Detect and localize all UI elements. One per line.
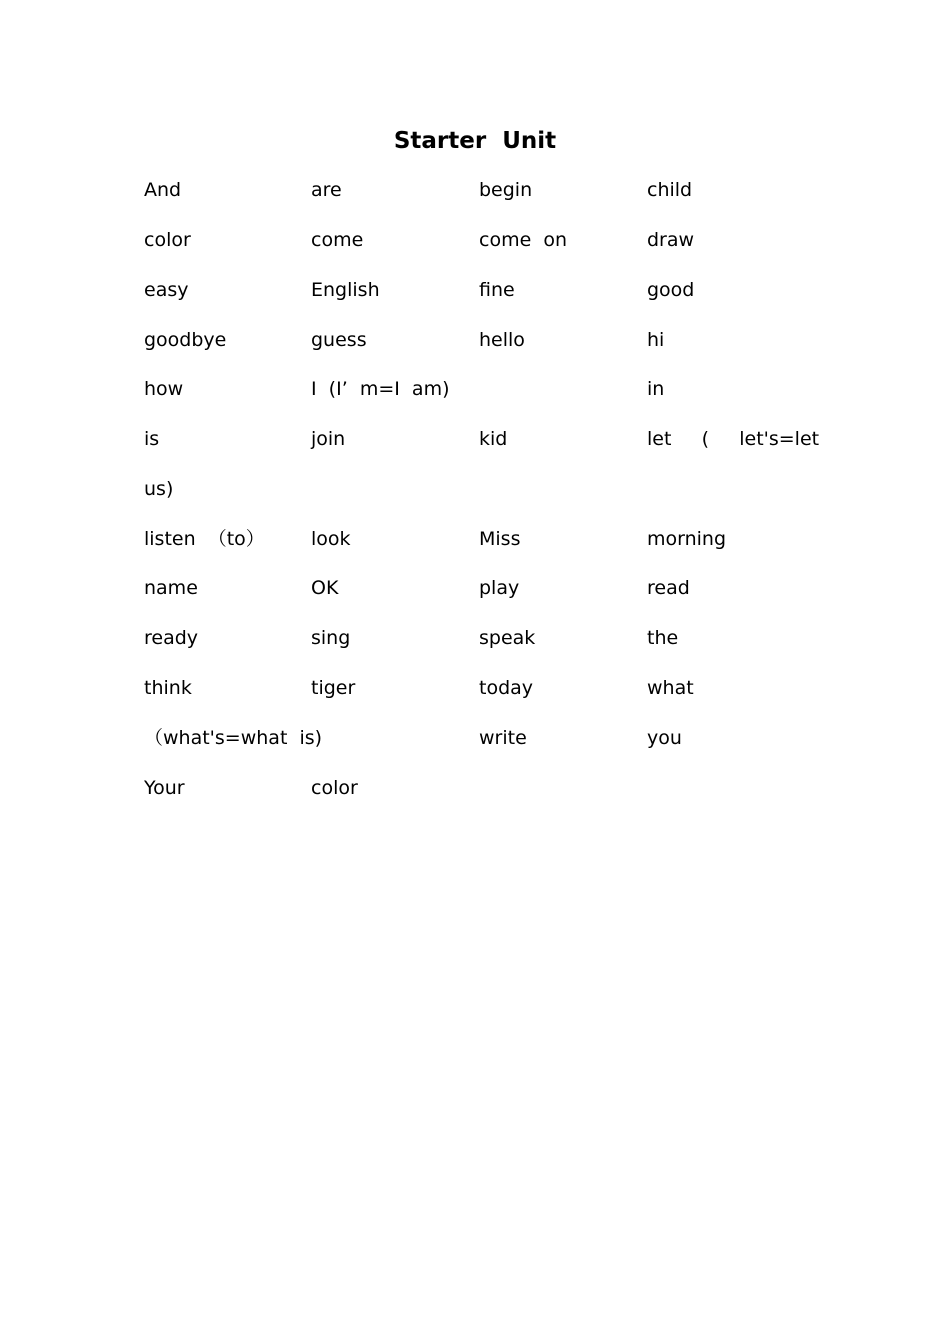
vocab-word: speak <box>479 627 536 649</box>
vocab-word: easy <box>144 279 189 301</box>
vocab-word: look <box>311 528 351 550</box>
vocab-word: come on <box>479 229 568 251</box>
vocab-word: write <box>479 727 527 749</box>
vocab-word: hello <box>479 329 525 351</box>
vocab-word: is <box>144 428 160 450</box>
vocab-word: ready <box>144 627 199 649</box>
vocab-word: come <box>311 229 364 251</box>
vocab-word: tiger <box>311 677 356 699</box>
vocab-word: what <box>647 677 694 699</box>
vocab-word: Your <box>144 777 185 799</box>
vocab-word: hi <box>647 329 665 351</box>
vocab-word: the <box>647 627 679 649</box>
vocab-word: Miss <box>479 528 521 550</box>
vocab-word: let ( let's=let <box>647 428 820 450</box>
vocab-word: join <box>311 428 346 450</box>
page-title: Starter Unit <box>393 128 557 154</box>
vocab-word: are <box>311 179 342 201</box>
vocab-word: begin <box>479 179 533 201</box>
vocab-word: draw <box>647 229 695 251</box>
vocab-word: you <box>647 727 682 749</box>
vocab-word: think <box>144 677 192 699</box>
vocab-word: （what's=what is) <box>144 727 323 749</box>
vocab-word: kid <box>479 428 508 450</box>
vocab-word: today <box>479 677 534 699</box>
vocab-word: I (I’ m=I am) <box>311 378 450 400</box>
vocab-word: name <box>144 577 198 599</box>
vocab-word: good <box>647 279 695 301</box>
vocab-word: And <box>144 179 182 201</box>
vocab-word: child <box>647 179 693 201</box>
vocab-word: OK <box>311 577 339 599</box>
vocab-word: English <box>311 279 380 301</box>
vocab-word: listen （to） <box>144 528 265 550</box>
vocab-word: color <box>311 777 358 799</box>
vocab-word: play <box>479 577 520 599</box>
vocab-word: read <box>647 577 690 599</box>
vocab-word: fine <box>479 279 515 301</box>
vocab-word: in <box>647 378 665 400</box>
vocab-word: guess <box>311 329 367 351</box>
vocab-word: goodbye <box>144 329 227 351</box>
vocab-word: how <box>144 378 184 400</box>
vocab-word: color <box>144 229 191 251</box>
vocab-word: us) <box>144 478 174 500</box>
vocab-word: morning <box>647 528 727 550</box>
vocab-word: sing <box>311 627 351 649</box>
